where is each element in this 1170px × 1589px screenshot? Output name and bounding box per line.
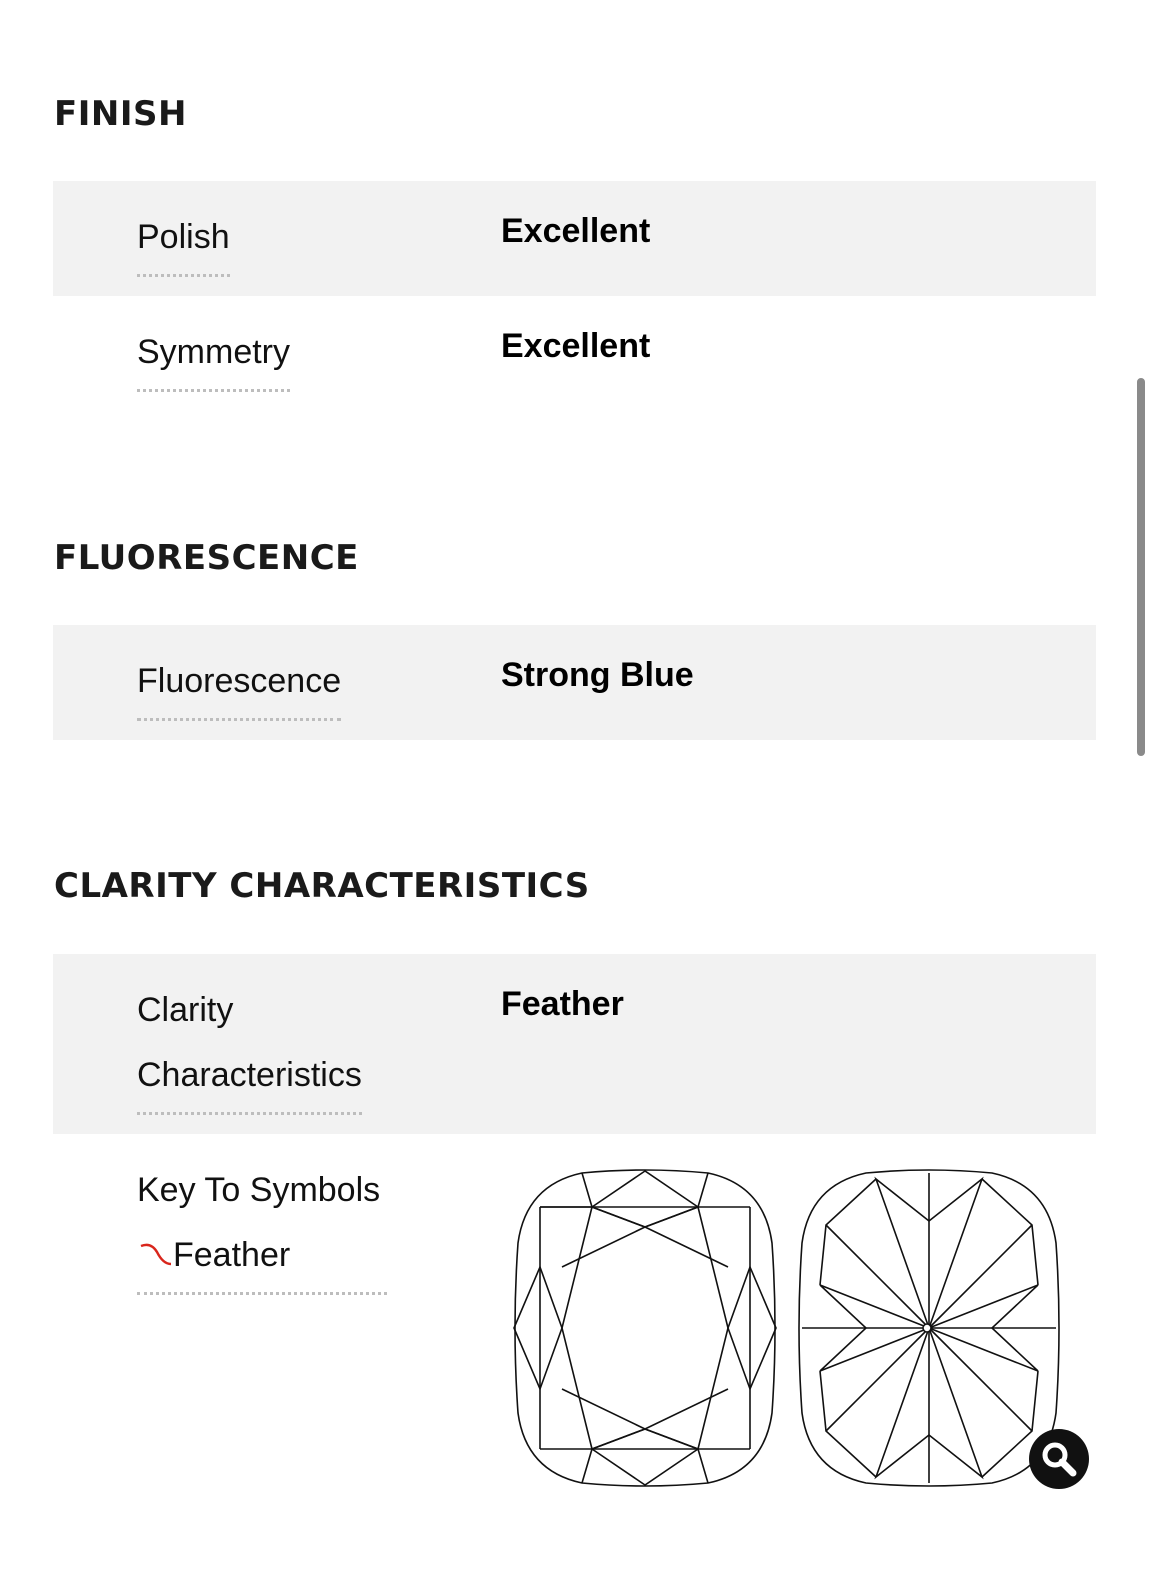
symmetry-label[interactable]: Symmetry: [137, 320, 290, 392]
zoom-button[interactable]: [1029, 1429, 1089, 1489]
key-item-feather-label: Feather: [173, 1236, 291, 1274]
magnifier-icon: [1029, 1429, 1089, 1489]
polish-label[interactable]: Polish: [137, 205, 230, 277]
finish-section-title: FINISH: [54, 94, 187, 134]
fluorescence-section-title: FLUORESCENCE: [54, 538, 359, 578]
clarity-label-line1: Clarity: [137, 991, 234, 1029]
fluorescence-value: Strong Blue: [501, 656, 694, 694]
clarity-value: Feather: [501, 985, 624, 1023]
fluorescence-row: [53, 625, 1096, 740]
polish-value: Excellent: [501, 212, 651, 250]
key-title: Key To Symbols: [137, 1171, 381, 1209]
key-to-symbols-label[interactable]: [137, 1158, 387, 1295]
finish-row-symmetry: [53, 296, 1096, 411]
scrollbar-thumb[interactable]: [1137, 378, 1145, 756]
finish-row-polish: [53, 181, 1096, 296]
key-item-feather: [137, 1223, 387, 1288]
clarity-characteristics-label[interactable]: [137, 978, 362, 1115]
diamond-crown-plot-icon: [512, 1165, 778, 1491]
feather-symbol-icon: [137, 1240, 173, 1268]
diamond-pavilion-plot-icon: [796, 1165, 1062, 1491]
fluorescence-label[interactable]: Fluorescence: [137, 649, 341, 721]
clarity-section-title: CLARITY CHARACTERISTICS: [54, 866, 590, 906]
clarity-label-line2: Characteristics: [137, 1056, 362, 1094]
clarity-row: [53, 954, 1096, 1134]
symmetry-value: Excellent: [501, 327, 651, 365]
